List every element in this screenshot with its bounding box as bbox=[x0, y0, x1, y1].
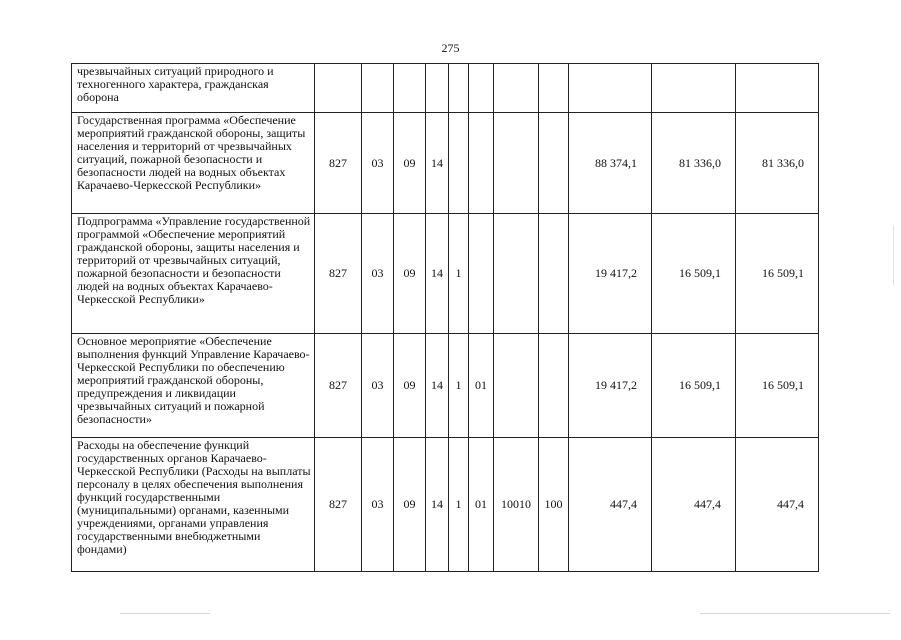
direction-cell: 10010 bbox=[494, 438, 539, 572]
subsection-cell bbox=[394, 64, 426, 113]
ved-cell: 827 bbox=[315, 438, 362, 572]
table-row bbox=[72, 438, 819, 572]
expense-type-cell bbox=[539, 214, 569, 334]
amount-year2-cell: 16 509,1 bbox=[652, 334, 736, 438]
amount-year1-cell: 19 417,2 bbox=[569, 334, 652, 438]
ved-cell: 827 bbox=[315, 113, 362, 214]
program-cell: 14 bbox=[426, 113, 449, 214]
row-name-cell: Государственная программа «Обеспечение мероприятий гражданской обороны, защиты населения и территорий от чрезвычайных ситуаций, пожарной безопасности и безопасности людей на водных объектах Карачаево-Черкесской Республики» bbox=[72, 113, 315, 214]
expense-type-cell bbox=[539, 64, 569, 113]
measure-cell bbox=[469, 64, 494, 113]
section-cell: 03 bbox=[362, 334, 394, 438]
expense-type-cell: 100 bbox=[539, 438, 569, 572]
amount-year1-cell: 447,4 bbox=[569, 438, 652, 572]
table-row bbox=[72, 64, 819, 113]
section-cell: 03 bbox=[362, 438, 394, 572]
expense-type-cell bbox=[539, 334, 569, 438]
row-name-cell: Основное мероприятие «Обеспечение выполнения функций Управление Карачаево-Черкесской Республики по обеспечению мероприятий гражданской обороны, предупреждения и ликвидации чрезвычайных ситуаций и пожарной безопасности» bbox=[72, 334, 315, 438]
section-cell: 03 bbox=[362, 113, 394, 214]
table-row bbox=[72, 113, 819, 214]
direction-cell bbox=[494, 64, 539, 113]
amount-year3-cell: 447,4 bbox=[736, 438, 819, 572]
subsection-cell: 09 bbox=[394, 438, 426, 572]
direction-cell bbox=[494, 334, 539, 438]
amount-year2-cell: 81 336,0 bbox=[652, 113, 736, 214]
scan-edge-mark bbox=[120, 613, 210, 614]
direction-cell bbox=[494, 113, 539, 214]
amount-year1-cell bbox=[569, 64, 652, 113]
program-cell bbox=[426, 64, 449, 113]
program-cell: 14 bbox=[426, 438, 449, 572]
ved-cell: 827 bbox=[315, 334, 362, 438]
scan-edge-mark bbox=[700, 613, 890, 614]
direction-cell bbox=[494, 214, 539, 334]
amount-year3-cell: 16 509,1 bbox=[736, 334, 819, 438]
measure-cell: 01 bbox=[469, 334, 494, 438]
row-name-cell: Расходы на обеспечение функций государственных органов Карачаево-Черкесской Республики (Расходы на выплаты персоналу в целях обеспечения выполнения функций государственными (муниципальными) органами, казенными учреждениями, органами управления государственными внебюджетными фондами) bbox=[72, 438, 315, 572]
row-name-cell: Подпрограмма «Управление государственной программой «Обеспечение мероприятий гражданской обороны, защиты населения и территорий от чрезвычайных ситуаций, пожарной безопасности и безопасности людей на водных объектах Карачаево-Черкесской Республики» bbox=[72, 214, 315, 334]
row-name-cell: чрезвычайных ситуаций природного и техногенного характера, гражданская оборона bbox=[72, 64, 315, 113]
amount-year1-cell: 19 417,2 bbox=[569, 214, 652, 334]
ved-cell bbox=[315, 64, 362, 113]
amount-year2-cell bbox=[652, 64, 736, 113]
amount-year2-cell: 16 509,1 bbox=[652, 214, 736, 334]
section-cell: 03 bbox=[362, 214, 394, 334]
budget-table bbox=[71, 63, 819, 572]
subprogram-cell: 1 bbox=[449, 438, 469, 572]
subprogram-cell bbox=[449, 64, 469, 113]
table-row bbox=[72, 334, 819, 438]
subsection-cell: 09 bbox=[394, 113, 426, 214]
table-row bbox=[72, 214, 819, 334]
page-number: 275 bbox=[441, 41, 460, 55]
amount-year3-cell: 16 509,1 bbox=[736, 214, 819, 334]
measure-cell bbox=[469, 214, 494, 334]
subprogram-cell: 1 bbox=[449, 334, 469, 438]
measure-cell bbox=[469, 113, 494, 214]
subprogram-cell: 1 bbox=[449, 214, 469, 334]
amount-year3-cell: 81 336,0 bbox=[736, 113, 819, 214]
scan-edge-mark bbox=[893, 225, 894, 285]
program-cell: 14 bbox=[426, 214, 449, 334]
ved-cell: 827 bbox=[315, 214, 362, 334]
amount-year1-cell: 88 374,1 bbox=[569, 113, 652, 214]
expense-type-cell bbox=[539, 113, 569, 214]
amount-year3-cell bbox=[736, 64, 819, 113]
subsection-cell: 09 bbox=[394, 214, 426, 334]
section-cell bbox=[362, 64, 394, 113]
subprogram-cell bbox=[449, 113, 469, 214]
measure-cell: 01 bbox=[469, 438, 494, 572]
program-cell: 14 bbox=[426, 334, 449, 438]
subsection-cell: 09 bbox=[394, 334, 426, 438]
amount-year2-cell: 447,4 bbox=[652, 438, 736, 572]
